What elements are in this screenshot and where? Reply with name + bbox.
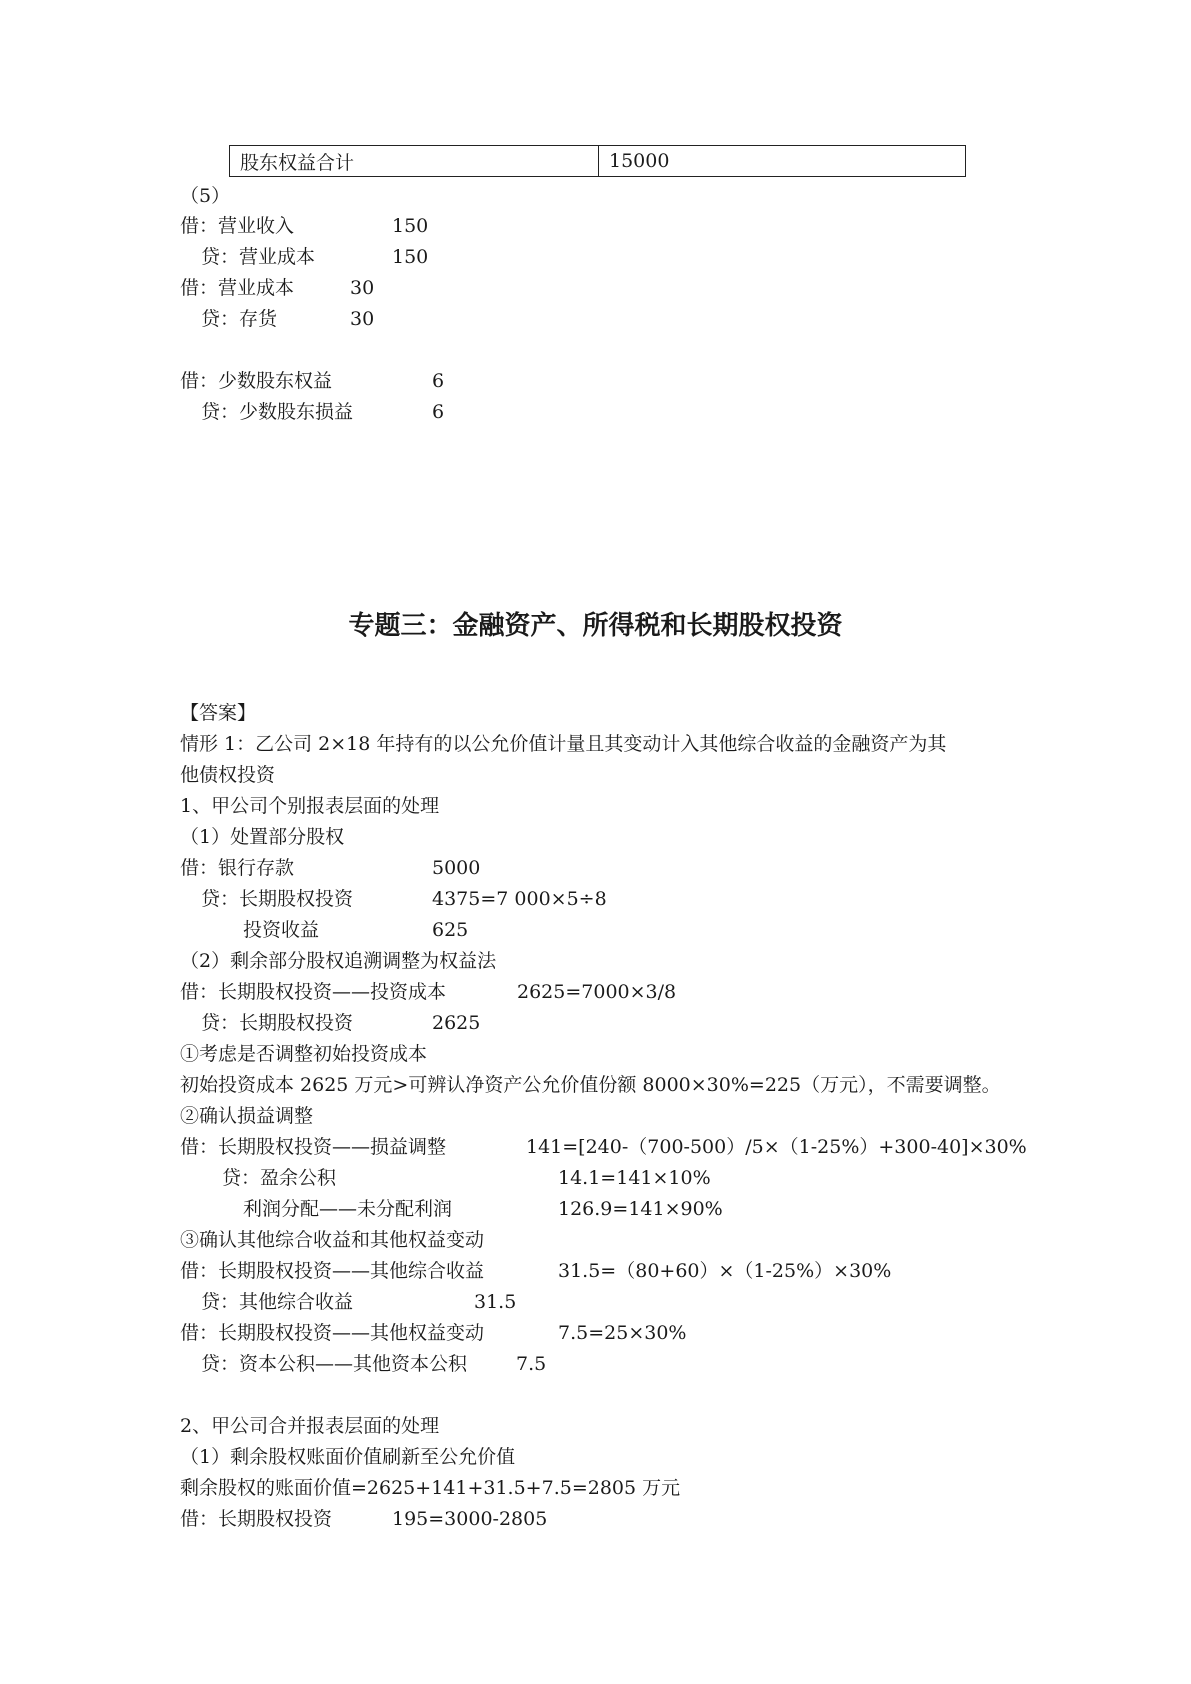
entry-label: 贷：资本公积——其他资本公积 bbox=[201, 1353, 468, 1375]
entry-amount: 141=[240-（700-500）/5×（1-25%）+300-40]×30% bbox=[526, 1136, 1027, 1158]
point-text: 初始投资成本 2625 万元>可辨认净资产公允价值份额 8000×30%=225（万元），不需要调整。 bbox=[180, 1074, 1001, 1096]
entry-amount: 2625 bbox=[432, 1012, 481, 1034]
entry-label: 借：银行存款 bbox=[180, 857, 295, 879]
step-5-label: （5） bbox=[180, 185, 231, 207]
entry-amount: 7.5 bbox=[516, 1353, 547, 1375]
entry-label: 借：长期股权投资——其他权益变动 bbox=[180, 1322, 485, 1344]
calc-text: 剩余股权的账面价值=2625+141+31.5+7.5=2805 万元 bbox=[180, 1477, 681, 1499]
page-title: 专题三：金融资产、所得税和长期股权投资 bbox=[348, 611, 843, 641]
entry-label: 借：少数股东权益 bbox=[180, 370, 333, 392]
entry-amount: 31.5=（80+60）×（1-25%）×30% bbox=[558, 1260, 892, 1282]
point-heading: ②确认损益调整 bbox=[180, 1105, 314, 1127]
entry-amount: 6 bbox=[432, 401, 445, 423]
entry-amount: 30 bbox=[350, 277, 375, 299]
entry-amount: 195=3000-2805 bbox=[392, 1508, 548, 1530]
entry-label: 贷：盈余公积 bbox=[222, 1167, 337, 1189]
entry-amount: 150 bbox=[392, 215, 429, 237]
subsection-heading: （1）剩余股权账面价值刷新至公允价值 bbox=[180, 1446, 516, 1468]
entry-label: 贷：其他综合收益 bbox=[201, 1291, 354, 1313]
entry-amount: 126.9=141×90% bbox=[558, 1198, 723, 1220]
entry-label: 利润分配——未分配利润 bbox=[243, 1198, 453, 1220]
entry-label: 借：长期股权投资——损益调整 bbox=[180, 1136, 447, 1158]
entry-label: 借：长期股权投资——其他综合收益 bbox=[180, 1260, 485, 1282]
entry-amount: 625 bbox=[432, 919, 469, 941]
entry-label: 贷：存货 bbox=[201, 308, 278, 330]
entry-amount: 2625=7000×3/8 bbox=[517, 981, 677, 1003]
entry-amount: 14.1=141×10% bbox=[558, 1167, 711, 1189]
entry-amount: 150 bbox=[392, 246, 429, 268]
point-heading: ③确认其他综合收益和其他权益变动 bbox=[180, 1229, 485, 1251]
table-cell-value: 15000 bbox=[599, 146, 966, 177]
entry-amount: 7.5=25×30% bbox=[558, 1322, 687, 1344]
table-row bbox=[230, 146, 966, 177]
entry-label: 贷：长期股权投资 bbox=[201, 1012, 354, 1034]
subsection-heading: （1）处置部分股权 bbox=[180, 826, 345, 848]
point-heading: ①考虑是否调整初始投资成本 bbox=[180, 1043, 428, 1065]
entry-amount: 31.5 bbox=[474, 1291, 517, 1313]
entry-label: 借：营业成本 bbox=[180, 277, 295, 299]
entry-label: 投资收益 bbox=[243, 919, 320, 941]
subsection-heading: （2）剩余部分股权追溯调整为权益法 bbox=[180, 950, 497, 972]
entry-amount: 4375=7 000×5÷8 bbox=[432, 888, 607, 910]
section-heading: 2、甲公司合并报表层面的处理 bbox=[180, 1415, 440, 1437]
entry-label: 借：长期股权投资——投资成本 bbox=[180, 981, 447, 1003]
case-text: 情形 1：乙公司 2×18 年持有的以公允价值计量且其变动计入其他综合收益的金融资产为其 bbox=[180, 733, 947, 755]
equity-summary-table bbox=[229, 145, 966, 177]
entry-amount: 6 bbox=[432, 370, 445, 392]
answer-heading: 【答案】 bbox=[180, 702, 257, 724]
entry-label: 借：营业收入 bbox=[180, 215, 295, 237]
table-cell-label: 股东权益合计 bbox=[230, 146, 599, 177]
entry-label: 贷：营业成本 bbox=[201, 246, 316, 268]
entry-label: 贷：长期股权投资 bbox=[201, 888, 354, 910]
entry-label: 贷：少数股东损益 bbox=[201, 401, 354, 423]
case-text: 他债权投资 bbox=[180, 764, 276, 786]
entry-amount: 30 bbox=[350, 308, 375, 330]
entry-amount: 5000 bbox=[432, 857, 481, 879]
section-heading: 1、甲公司个别报表层面的处理 bbox=[180, 795, 440, 817]
entry-label: 借：长期股权投资 bbox=[180, 1508, 333, 1530]
